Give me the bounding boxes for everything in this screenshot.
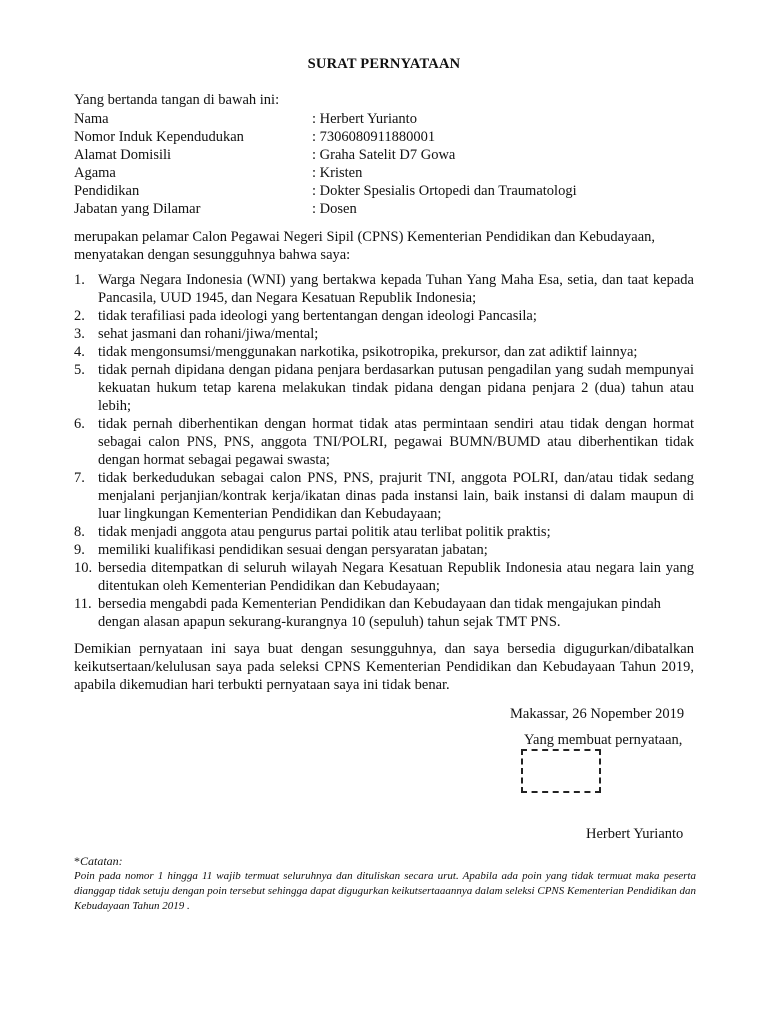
statement-list <box>74 271 694 631</box>
list-item <box>74 307 694 325</box>
intro-text: Yang bertanda tangan di bawah ini: <box>74 92 280 108</box>
list-item <box>74 523 694 541</box>
field-label: Agama <box>74 165 116 181</box>
field-label: Nomor Induk Kependudukan <box>74 129 244 145</box>
signer-name: Herbert Yurianto <box>586 826 684 842</box>
field-nik <box>74 128 577 146</box>
note-heading-text: Catatan: <box>80 854 123 868</box>
field-value: : Dosen <box>312 201 357 217</box>
list-item <box>74 271 694 307</box>
field-label: Pendidikan <box>74 183 140 199</box>
field-value: : Kristen <box>312 165 363 181</box>
field-value: : Herbert Yurianto <box>312 111 417 127</box>
document-title: SURAT PERNYATAAN <box>307 56 461 72</box>
list-text: tidak terafiliasi pada ideologi yang bertentangan dengan ideologi Pancasila; <box>98 308 537 324</box>
list-text: tidak mengonsumsi/menggunakan narkotika, psikotropika, prekursor, dan zat adiktif lainnya; <box>98 344 638 360</box>
list-item <box>74 541 694 559</box>
list-text: tidak pernah dipidana dengan pidana penjara berdasarkan putusan pengadilan yang sudah mempunyai kekuatan hukum tetap karena melakukan tindak pidana dengan pidana penjara 2 (dua) tahun atau lebih; <box>98 362 694 414</box>
list-text: bersedia ditempatkan di seluruh wilayah Negara Kesatuan Republik Indonesia atau negara lain yang ditentukan oleh Kementerian Pendidikan dan Kebudayaan; <box>98 560 694 594</box>
list-item <box>74 415 694 469</box>
list-number: 3. <box>74 326 85 342</box>
list-text: sehat jasmani dan rohani/jiwa/mental; <box>98 326 319 342</box>
list-item <box>74 361 694 415</box>
list-text: tidak berkedudukan sebagai calon PNS, PNS, prajurit TNI, anggota POLRI, dan/atau tidak sedang menjalani perjanjian/kontrak kerja/ikatan dinas pada instansi lain, baik instansi di dalam maupun di luar lingkungan Kementerian Pendidikan dan Kebudayaan; <box>98 470 694 522</box>
list-number: 1. <box>74 272 85 288</box>
list-number: 8. <box>74 524 85 540</box>
list-number: 10. <box>74 560 93 576</box>
field-value: : Graha Satelit D7 Gowa <box>312 147 456 163</box>
note-text: Poin pada nomor 1 hingga 11 wajib termuat seluruhnya dan dituliskan secara urut. Apabila ada poin yang tidak termuat maka peserta dianggap tidak setuju dengan poin tersebut sehingga dapat digugurkan keikutsertaaannya dalam seleksi CPNS Kementerian Pendidikan dan Kebudayaan Tahun 2019 . <box>74 870 696 912</box>
list-text: tidak menjadi anggota atau pengurus partai politik atau terlibat politik praktis; <box>98 524 551 540</box>
list-item <box>74 469 694 523</box>
field-pendidikan <box>74 182 577 200</box>
list-number: 4. <box>74 344 85 360</box>
list-item <box>74 325 694 343</box>
list-number: 5. <box>74 362 85 378</box>
statement-paragraph: merupakan pelamar Calon Pegawai Negeri Sipil (CPNS) Kementerian Pendidikan dan Kebudayaan, menyatakan dengan sesungguhnya bahwa saya: <box>74 229 656 263</box>
field-value: : Dokter Spesialis Ortopedi dan Traumatologi <box>312 183 577 199</box>
field-value: : 7306080911880001 <box>312 129 436 145</box>
maker-label: Yang membuat pernyataan, <box>524 732 683 748</box>
list-number: 6. <box>74 416 85 432</box>
list-number: 9. <box>74 542 85 558</box>
field-label: Nama <box>74 111 109 127</box>
field-alamat <box>74 146 577 164</box>
list-item <box>74 595 694 631</box>
note-heading <box>74 854 123 869</box>
list-text: Warga Negara Indonesia (WNI) yang bertakwa kepada Tuhan Yang Maha Esa, setia, dan taat kepada Pancasila, UUD 1945, dan Negara Kesatuan Republik Indonesia; <box>98 272 694 306</box>
list-text: tidak pernah diberhentikan dengan hormat tidak atas permintaan sendiri atau tidak dengan hormat sebagai calon PNS, PNS, anggota TNI/POLRI, pegawai BUMN/BUMD atau diberhentikan tidak dengan hormat sebagai pegawai swasta; <box>98 416 694 468</box>
signature-box <box>521 749 601 793</box>
list-text: bersedia mengabdi pada Kementerian Pendidikan dan Kebudayaan dan tidak mengajukan pindah dengan alasan apapun sekurang-kurangnya 10 (sepuluh) tahun sejak TMT PNS. <box>98 596 661 630</box>
list-item <box>74 343 694 361</box>
place-date: Makassar, 26 Nopember 2019 <box>510 706 685 722</box>
note-asterisk: * <box>74 854 80 868</box>
list-item <box>74 559 694 595</box>
list-number: 7. <box>74 470 85 486</box>
field-nama <box>74 110 577 128</box>
field-label: Alamat Domisili <box>74 147 172 163</box>
field-label: Jabatan yang Dilamar <box>74 201 201 217</box>
closing-paragraph: Demikian pernyataan ini saya buat dengan sesungguhnya, dan saya bersedia digugurkan/dibatalkan keikutsertaan/kelulusan saya pada seleksi CPNS Kementerian Pendidikan dan Kebudayaan Tahun 2019, apabila dikemudian hari terbukti pernyataan saya ini tidak benar. <box>74 641 694 693</box>
identity-fields <box>74 110 577 218</box>
field-agama <box>74 164 577 182</box>
list-number: 2. <box>74 308 85 324</box>
field-jabatan <box>74 200 577 218</box>
list-number: 11. <box>74 596 92 612</box>
list-text: memiliki kualifikasi pendidikan sesuai dengan persyaratan jabatan; <box>98 542 488 558</box>
